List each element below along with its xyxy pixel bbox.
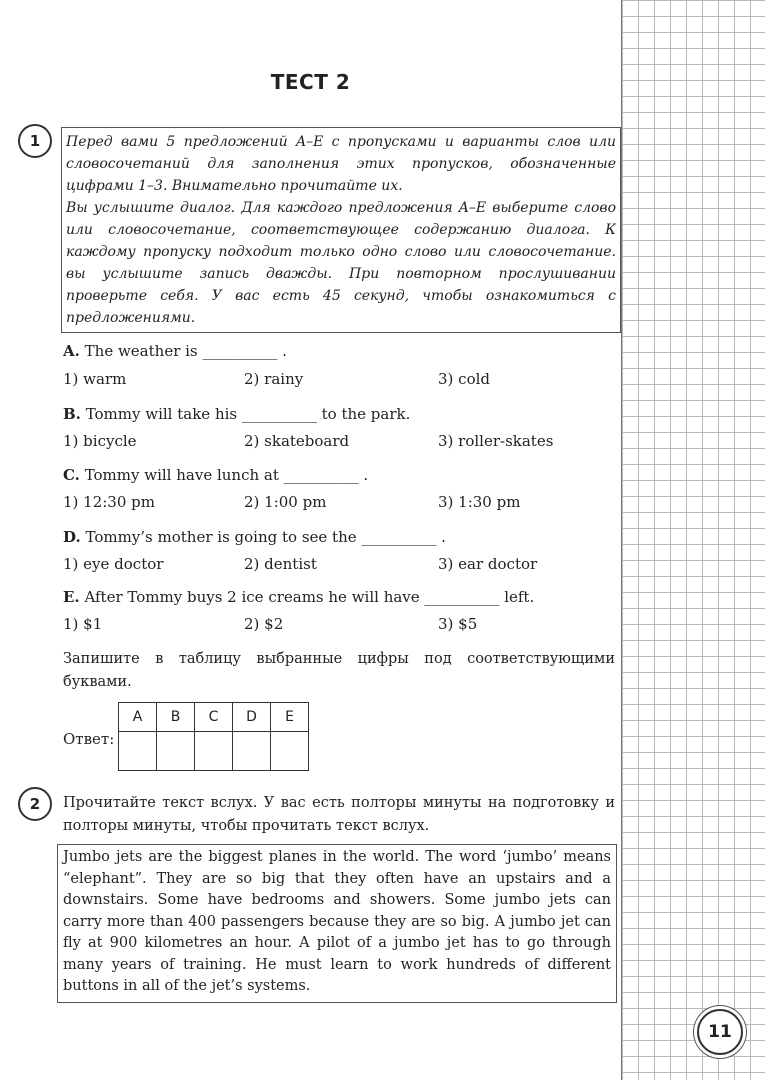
page-number: 11 (697, 1009, 743, 1055)
answer-header-d: D (233, 703, 271, 732)
task-1-number: 1 (18, 124, 52, 158)
question-text: Tommy will take his __________ to the park. (85, 405, 411, 423)
answer-cell-a[interactable] (119, 732, 157, 771)
reading-text-box: Jumbo jets are the biggest planes in the world. The word ‘jumbo’ means “elephant”. They are so big that they often have an upstairs and a downstairs. Some have bedrooms and showers. Some jumbo jets can carry more than 400 passengers because they are so big. A jumbo jet can fly at 900 kilometres an hour. A pilot of a jumbo jet has to go through many years of training. He must learn to work hundreds of different buttons in all of the jet’s systems. (57, 844, 617, 1003)
answer-cell-c[interactable] (195, 732, 233, 771)
answer-label: Ответ: (63, 730, 115, 748)
question-a (63, 342, 287, 360)
question-b (63, 405, 410, 423)
option-d-3[interactable]: 3) ear doctor (438, 555, 538, 573)
question-c (63, 466, 368, 484)
question-letter: D. (63, 528, 81, 546)
question-letter: E. (63, 588, 80, 606)
task-2-number: 2 (18, 787, 52, 821)
option-c-2[interactable]: 2) 1:00 pm (244, 493, 327, 511)
answer-cell-d[interactable] (233, 732, 271, 771)
graph-paper-margin (621, 0, 765, 1080)
answer-cell-e[interactable] (271, 732, 309, 771)
option-e-2[interactable]: 2) $2 (244, 615, 284, 633)
option-b-2[interactable]: 2) skateboard (244, 432, 350, 450)
option-a-3[interactable]: 3) cold (438, 370, 490, 388)
task-1-instructions-p2: Вы услышите диалог. Для каждого предложения A–E выберите слово или словосочетание, соответствующее содержанию диалога. К каждому пропуску подходит только одно слово или словосочетание. вы услышите запись дважды. При повторном прослушивании проверьте себя. У вас есть 45 секунд, чтобы ознакомиться с предложениями. (66, 200, 616, 326)
option-c-1[interactable]: 1) 12:30 pm (63, 493, 155, 511)
question-d (63, 528, 446, 546)
answer-header-b: B (157, 703, 195, 732)
option-d-2[interactable]: 2) dentist (244, 555, 317, 573)
option-a-1[interactable]: 1) warm (63, 370, 127, 388)
table-instruction: Запишите в таблицу выбранные цифры под соответствующими буквами. (63, 651, 615, 690)
question-letter: B. (63, 405, 81, 423)
answer-header-a: A (119, 703, 157, 732)
question-e (63, 588, 534, 606)
option-b-3[interactable]: 3) roller-skates (438, 432, 554, 450)
option-c-3[interactable]: 3) 1:30 pm (438, 493, 521, 511)
answer-header-c: C (195, 703, 233, 732)
question-letter: C. (63, 466, 80, 484)
answer-cell-b[interactable] (157, 732, 195, 771)
page-title: ТЕСТ 2 (270, 70, 351, 94)
answer-header-e: E (271, 703, 309, 732)
task-1-instructions (61, 127, 621, 333)
task-2-instructions: Прочитайте текст вслух. У вас есть полторы минуты на подготовку и полторы минуты, чтобы прочитать текст вслух. (63, 795, 615, 834)
task-1-instructions-p1: Перед вами 5 предложений A–E с пропусками и варианты слов или словосочетаний для заполнения этих пропусков, обозначенные цифрами 1–3. Внимательно прочитайте их. (66, 134, 616, 194)
option-a-2[interactable]: 2) rainy (244, 370, 304, 388)
question-text: Tommy will have lunch at __________ . (84, 466, 369, 484)
option-e-1[interactable]: 1) $1 (63, 615, 103, 633)
answer-table (118, 702, 309, 771)
option-b-1[interactable]: 1) bicycle (63, 432, 137, 450)
question-text: After Tommy buys 2 ice creams he will have __________ left. (84, 588, 535, 606)
option-e-3[interactable]: 3) $5 (438, 615, 478, 633)
question-letter: A. (63, 342, 80, 360)
question-text: The weather is __________ . (84, 342, 287, 360)
option-d-1[interactable]: 1) eye doctor (63, 555, 164, 573)
question-text: Tommy’s mother is going to see the __________ . (85, 528, 446, 546)
